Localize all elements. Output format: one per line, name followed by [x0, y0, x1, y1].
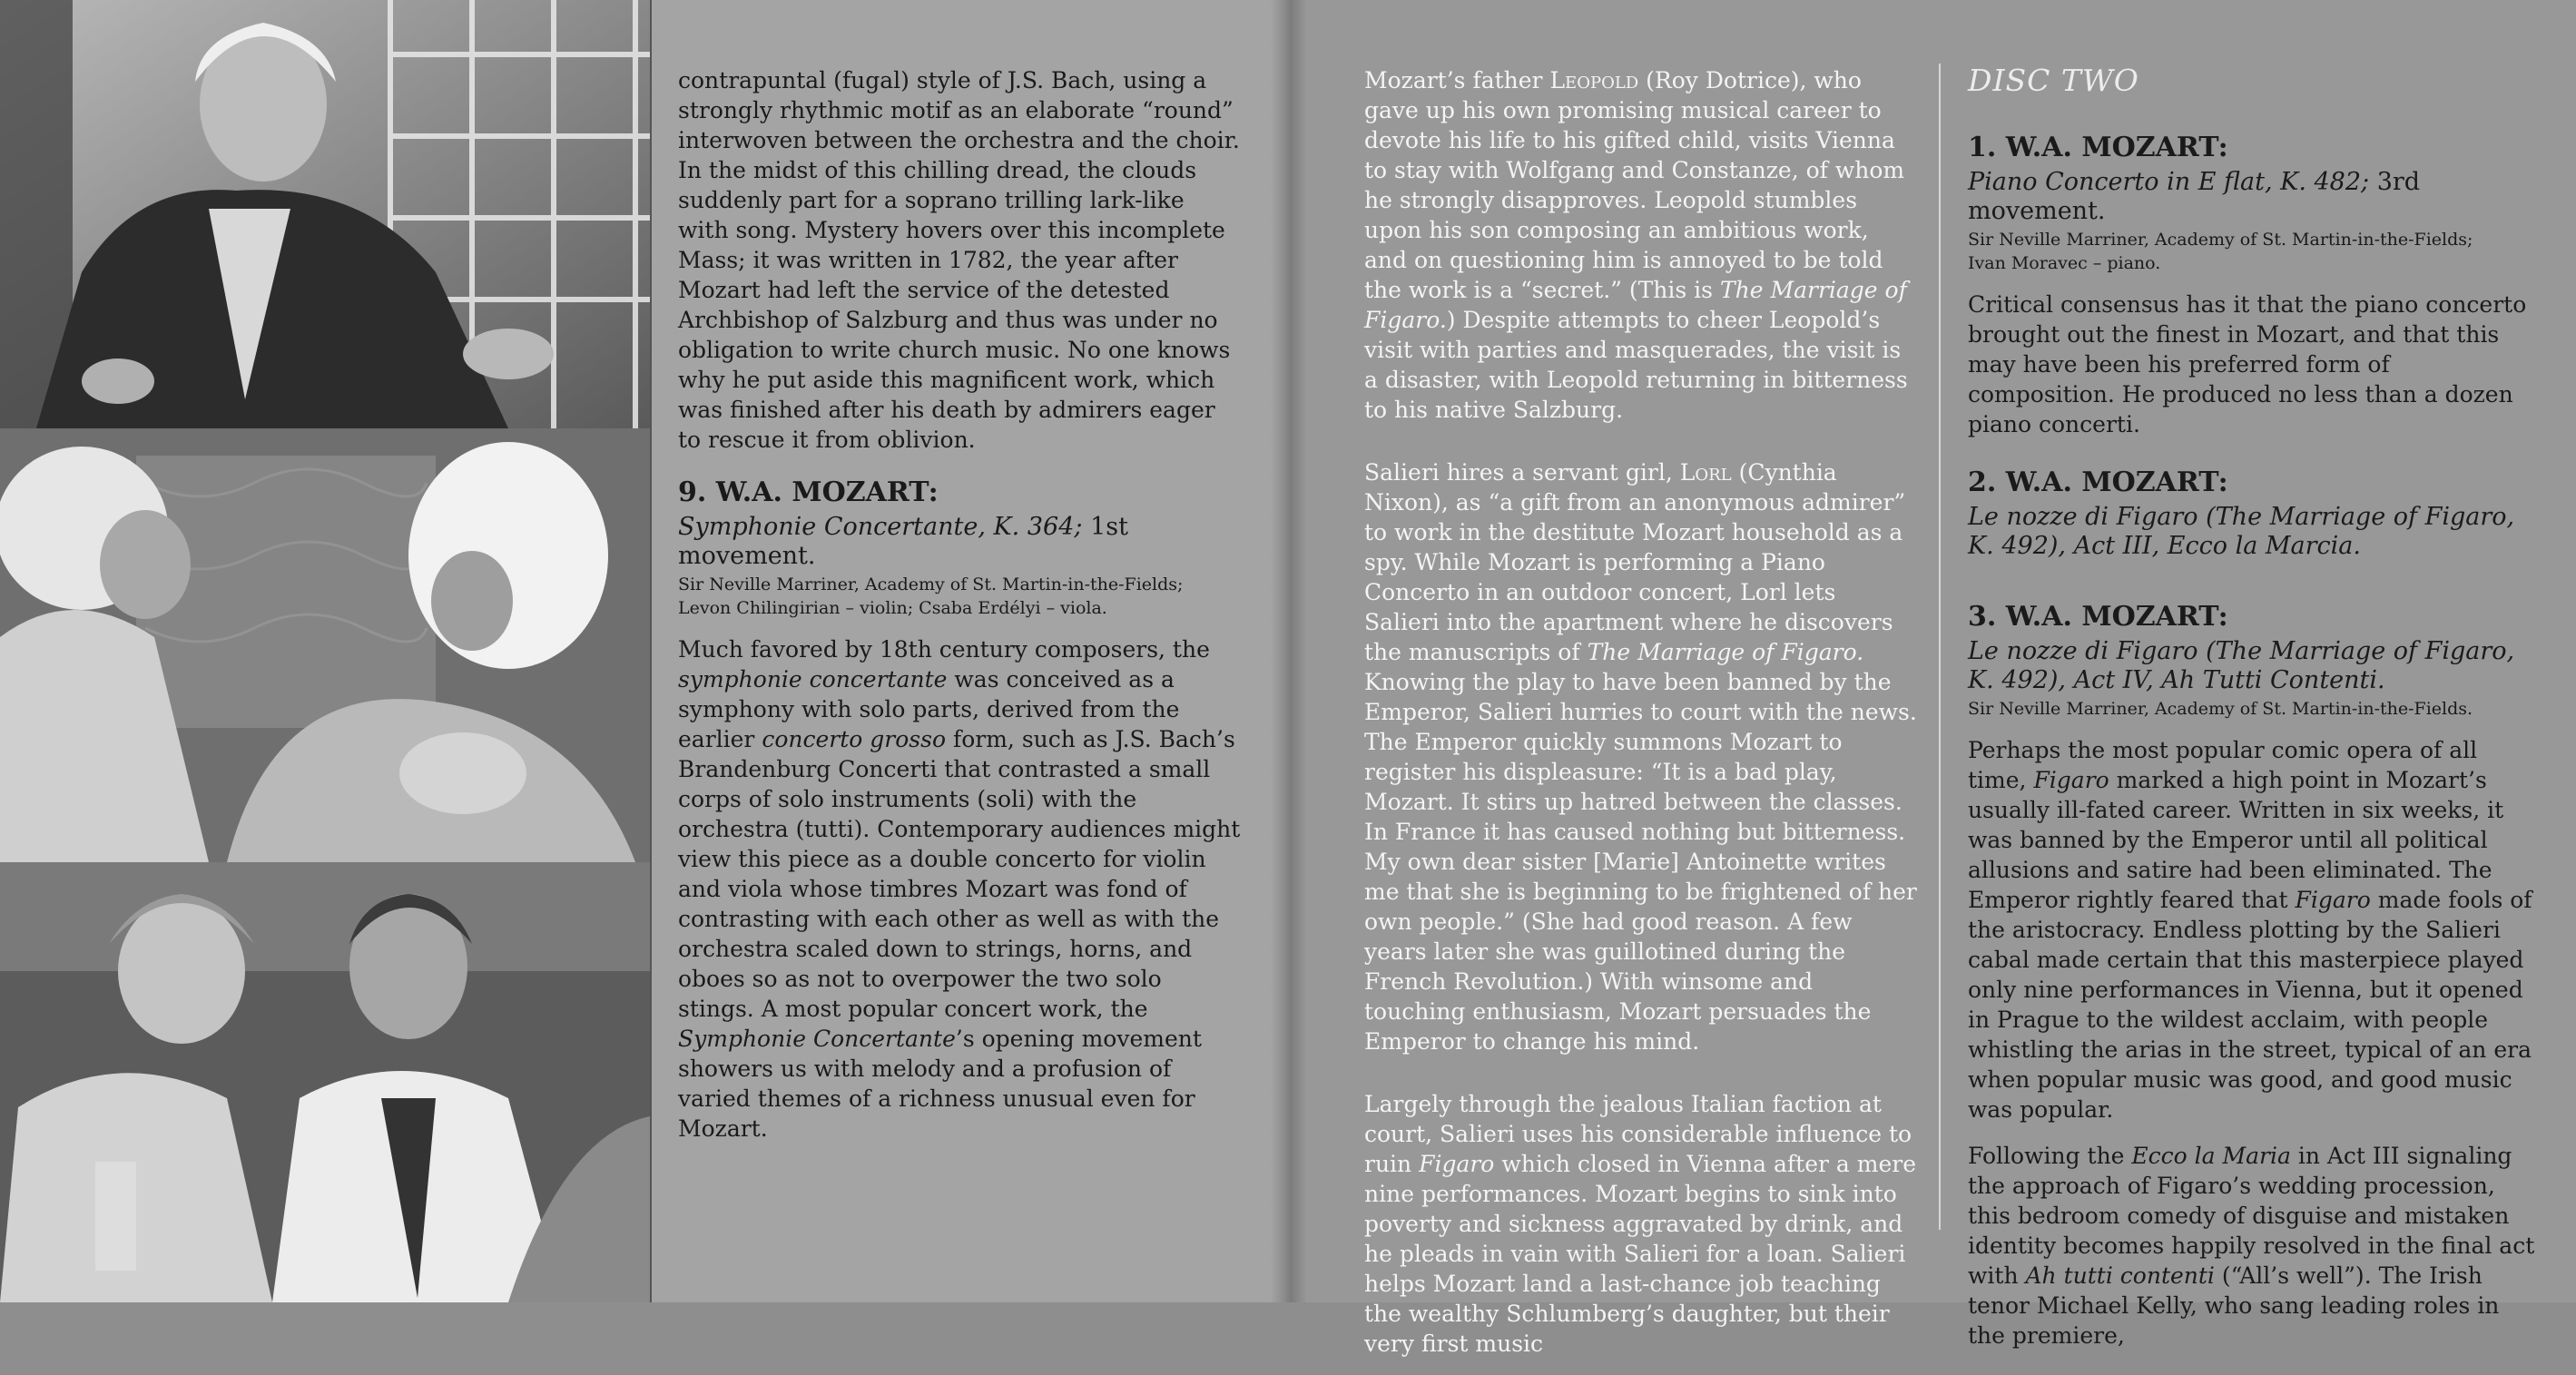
- track-9-heading: 9. W.A. MOZART:: [678, 476, 939, 508]
- track-9-credits: Sir Neville Marriner, Academy of St. Martin-in-the-Fields; Levon Chilingirian – violin; Csaba Erdélyi – viola.: [678, 575, 1184, 618]
- figaro-closing-paragraph: Largely through the jealous Italian faction at court, Salieri uses his considerable influence to ruin Figaro which closed in Vienna after a mere nine performances. Mozart begins to sink into poverty and sickness aggravated by drink, and he pleads in vain with Salieri for a loan. Salieri helps Mozart land a last-chance job teaching the wealthy Schlumberg’s daughter, but their very first music: [1364, 1091, 1916, 1357]
- disc2-track-1-heading: 1. W.A. MOZART:: [1968, 132, 2228, 163]
- column-divider: [1939, 64, 1941, 1230]
- track-9-paragraph: Much favored by 18th century composers, the symphonie concertante was conceived as a symphony with solo parts, derived from the earlier concerto grosso form, such as J.S. Bach’s Brandenburg Concerti that contrasted a small corps of solo instruments (soli) with the orchestra (tutti). Contemporary audiences might view this piece as a double concerto for violin and viola whose timbres Mozart was fond of contrasting with each other as well as with the orchestra scaled down to strings, horns, and oboes so as not to overpower the two solo stings. A most popular concert work, the Symphonie Concertante’s opening movement showers us with melody and a profusion of varied themes of a richness unusual even for Mozart.: [678, 636, 1241, 1142]
- disc2-track-1-paragraph: Critical consensus has it that the piano concerto brought out the finest in Mozart, and that this may have been his preferred form of composition. He produced no less than a dozen piano concerti.: [1968, 291, 2527, 437]
- disc-two-heading: DISC TWO: [1968, 63, 2139, 98]
- disc2-track-3-heading: 3. W.A. MOZART:: [1968, 601, 2228, 633]
- right-text-column-2: [1968, 65, 2535, 1367]
- disc2-track-2-title: Le nozze di Figaro (The Marriage of Figaro, K. 492), Act III, Ecco la Marcia.: [1968, 503, 2515, 560]
- disc2-track-3-title: Le nozze di Figaro (The Marriage of Figaro, K. 492), Act IV, Ah Tutti Contenti.: [1968, 637, 2515, 694]
- photo-wig-scene: [0, 428, 652, 862]
- disc2-track-2-section: [1968, 467, 2535, 561]
- intro-paragraph: contrapuntal (fugal) style of J.S. Bach, using a strongly rhythmic motif as an elaborate “round” interwoven between the orchestra and the choir. In the midst of this chilling dread, the clouds suddenly part for a soprano trilling lark-like with song. Mystery hovers over this incomplete Mass; it was written in 1782, the year after Mozart had left the service of the detested Archbishop of Salzburg and thus was under no obligation to write church music. No one knows why he put aside this magnificent work, which was finished after his death by admirers eager to rescue it from oblivion.: [678, 67, 1240, 453]
- lorl-paragraph: Salieri hires a servant girl, Lorl (Cynthia Nixon), as “a gift from an anonymous admirer” to work in the destitute Mozart household as a spy. While Mozart is performing a Piano Concerto in an outdoor concert, Lorl lets Salieri into the apartment where he discovers the manuscripts of The Marriage of Figaro. Knowing the play to have been banned by the Emperor, Salieri hurries to court with the news. The Emperor quickly summons Mozart to register his displeasure: “It is a bad play, Mozart. It stirs up hatred between the classes. In France it has caused nothing but bitterness. My own dear sister [Marie] Antoinette writes me that she is beginning to be frightened of her own people.” (She had good reason. A few years later she was guillotined during the French Revolution.) With winsome and touching enthusiasm, Mozart persuades the Emperor to change his mind.: [1364, 459, 1917, 1055]
- photo-two-men-toast: [0, 862, 652, 1302]
- disc2-track-2-heading: 2. W.A. MOZART:: [1968, 467, 2228, 498]
- photo-old-man-seated: [0, 0, 652, 428]
- disc2-track-3-section: [1968, 601, 2535, 1350]
- leopold-paragraph: Mozart’s father Leopold (Roy Dotrice), who gave up his own promising musical career to devote his life to his gifted child, visits Vienna to stay with Wolfgang and Constanze, of whom he strongly disapproves. Leopold stumbles upon his son composing an ambitious work, and on questioning him is annoyed to be told the work is a “secret.” (This is The Marriage of Figaro.) Despite attempts to cheer Leopold’s visit with parties and masquerades, the visit is a disaster, with Leopold returning in bitterness to his native Salzburg.: [1364, 67, 1908, 423]
- disc2-track-1-section: [1968, 132, 2535, 439]
- right-text-column-1: [1364, 65, 1918, 1375]
- disc2-track-3-credits: Sir Neville Marriner, Academy of St. Martin-in-the-Fields.: [1968, 699, 2473, 719]
- booklet-spine: [1271, 0, 1307, 1302]
- track-9-title: Symphonie Concertante, K. 364; 1st movement.: [678, 513, 1128, 570]
- disc2-track-1-title: Piano Concerto in E flat, K. 482; 3rd movement.: [1968, 168, 2421, 225]
- disc2-track-3-paragraph-1: Perhaps the most popular comic opera of all time, Figaro marked a high point in Mozart’s usually ill-fated career. Written in six weeks, it was banned by the Emperor until all political allusions and satire had been eliminated. The Emperor rightly feared that Figaro made fools of the aristocracy. Endless plotting by the Salieri cabal made certain that this masterpiece played only nine performances in Vienna, but it opened in Prague to the wildest acclaim, with people whistling the arias in the street, typical of an era when popular music was good, and good music was popular.: [1968, 737, 2532, 1123]
- disc2-track-1-credits: Sir Neville Marriner, Academy of St. Martin-in-the-Fields; Ivan Moravec – piano.: [1968, 230, 2473, 273]
- track-9-section: [678, 476, 1241, 1144]
- disc2-track-3-paragraph-2: Following the Ecco la Maria in Act III signaling the approach of Figaro’s wedding procession, this bedroom comedy of disguise and mistaken identity becomes happily resolved in the final act with Ah tutti contenti (“All’s well”). The Irish tenor Michael Kelly, who sang leading roles in the premiere,: [1968, 1143, 2535, 1349]
- left-text-column: [678, 65, 1241, 1160]
